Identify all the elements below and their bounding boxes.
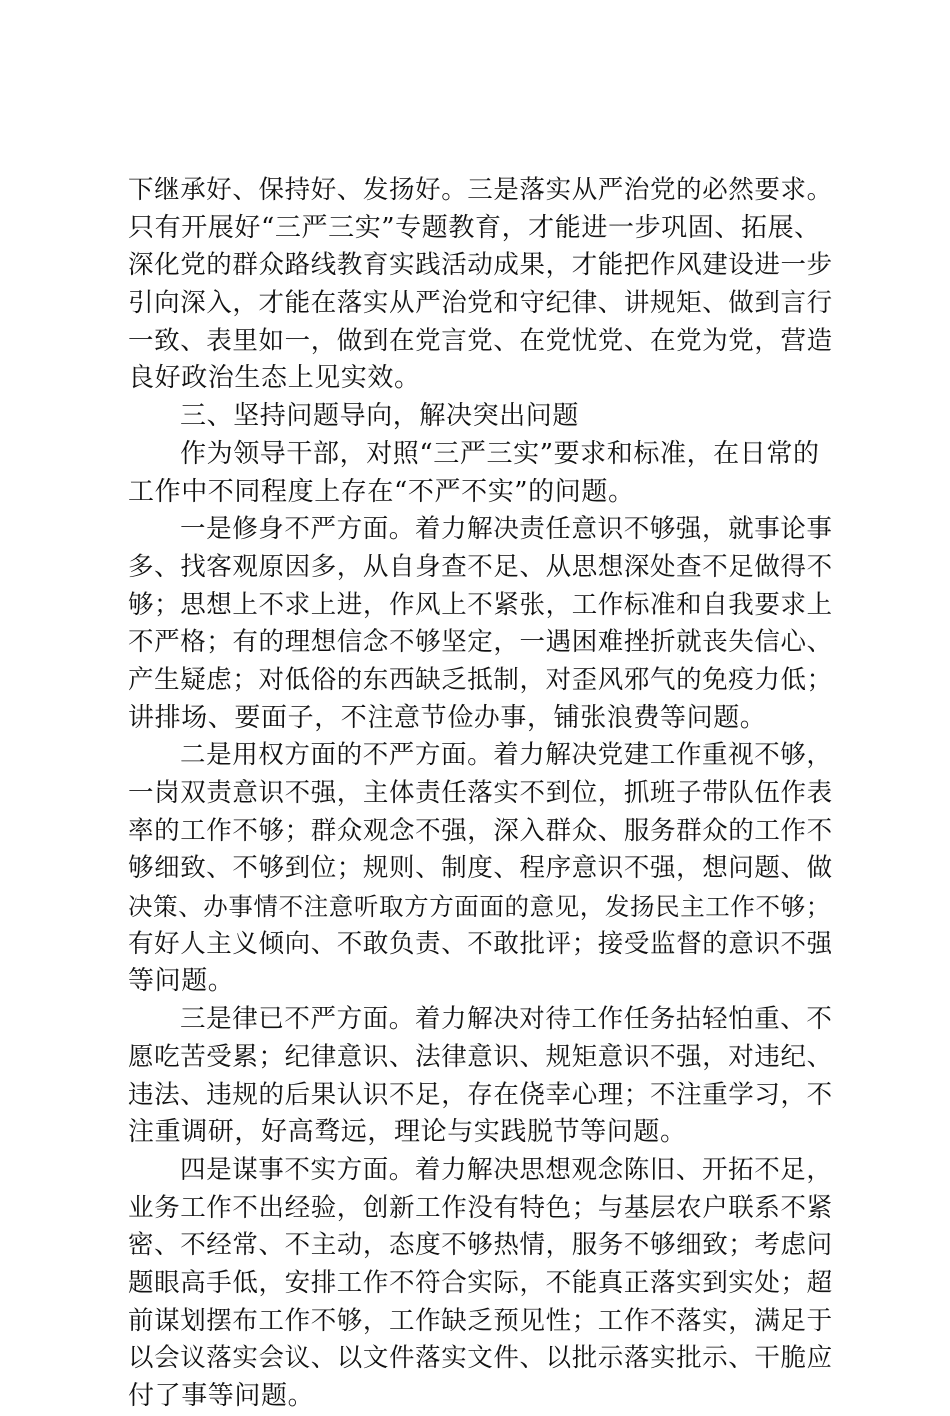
text-line: 引向深入，才能在落实从严治党和守纪律、讲规矩、做到言行 <box>128 288 833 319</box>
text-line: 产生疑虑；对低俗的东西缺乏抵制，对歪风邪气的免疫力低； <box>128 664 833 695</box>
text-line: 二是用权方面的不严方面。着力解决党建工作重视不够， <box>180 740 833 771</box>
text-line: 够细致、不够到位；规则、制度、程序意识不强，想问题、做 <box>128 853 833 884</box>
text-line: 决策、办事情不注意听取方方面面的意见，发扬民主工作不够； <box>128 892 831 922</box>
text-line: 注重调研，好高骛远，理论与实践脱节等问题。 <box>128 1117 687 1148</box>
text-line: 下继承好、保持好、发扬好。三是落实从严治党的必然要求。 <box>128 175 833 205</box>
text-line: 违法、违规的后果认识不足，存在侥幸心理；不注重学习，不 <box>128 1079 833 1110</box>
text-line: 作为领导干部，对照“三严三实”要求和标准，在日常的 <box>180 438 820 469</box>
text-line: 付了事等问题。 <box>128 1381 315 1411</box>
text-line: 不严格；有的理想信念不够坚定，一遇困难挫折就丧失信心、 <box>128 627 833 658</box>
text-line: 深化党的群众路线教育实践活动成果，才能把作风建设进一步 <box>128 250 833 281</box>
text-line: 够；思想上不求上进，作风上不紧张，工作标准和自我要求上 <box>128 589 833 620</box>
text-line: 讲排场、要面子，不注意节俭办事，铺张浪费等问题。 <box>128 702 767 733</box>
text-line: 愿吃苦受累；纪律意识、法律意识、规矩意识不强，对违纪、 <box>128 1041 833 1072</box>
text-line: 三是律已不严方面。着力解决对待工作任务拈轻怕重、不 <box>180 1004 833 1035</box>
text-line: 一是修身不严方面。着力解决责任意识不够强，就事论事 <box>180 514 833 545</box>
text-line: 率的工作不够；群众观念不强，深入群众、服务群众的工作不 <box>128 815 833 846</box>
text-line: 三、坚持问题导向，解决突出问题 <box>180 401 580 432</box>
text-line: 以会议落实会议、以文件落实文件、以批示落实批示、干脆应 <box>128 1343 833 1374</box>
text-line: 良好政治生态上见实效。 <box>128 363 421 394</box>
text-line: 只有开展好“三严三实”专题教育，才能进一步巩固、拓展、 <box>128 212 821 243</box>
text-line: 等问题。 <box>128 966 235 997</box>
document-page <box>128 172 840 1416</box>
text-line: 一岗双责意识不强，主体责任落实不到位，抓班子带队伍作表 <box>128 778 833 808</box>
text-line: 题眼高手低，安排工作不符合实际，不能真正落实到实处；超 <box>128 1267 833 1298</box>
text-line: 密、不经常、不主动，态度不够热情，服务不够细致；考虑问 <box>128 1230 833 1261</box>
text-line: 一致、表里如一，做到在党言党、在党忧党、在党为党，营造 <box>128 325 833 356</box>
text-line: 多、找客观原因多，从自身查不足、从思想深处查不足做得不 <box>128 551 833 582</box>
text-line: 前谋划摆布工作不够，工作缺乏预见性；工作不落实，满足于 <box>128 1305 833 1336</box>
text-line: 四是谋事不实方面。着力解决思想观念陈旧、开拓不足， <box>180 1154 833 1185</box>
text-line: 工作中不同程度上存在“不严不实”的问题。 <box>128 476 635 507</box>
text-line: 有好人主义倾向、不敢负责、不敢批评；接受监督的意识不强 <box>128 928 833 959</box>
text-line: 业务工作不出经验，创新工作没有特色；与基层农户联系不紧 <box>128 1192 833 1223</box>
